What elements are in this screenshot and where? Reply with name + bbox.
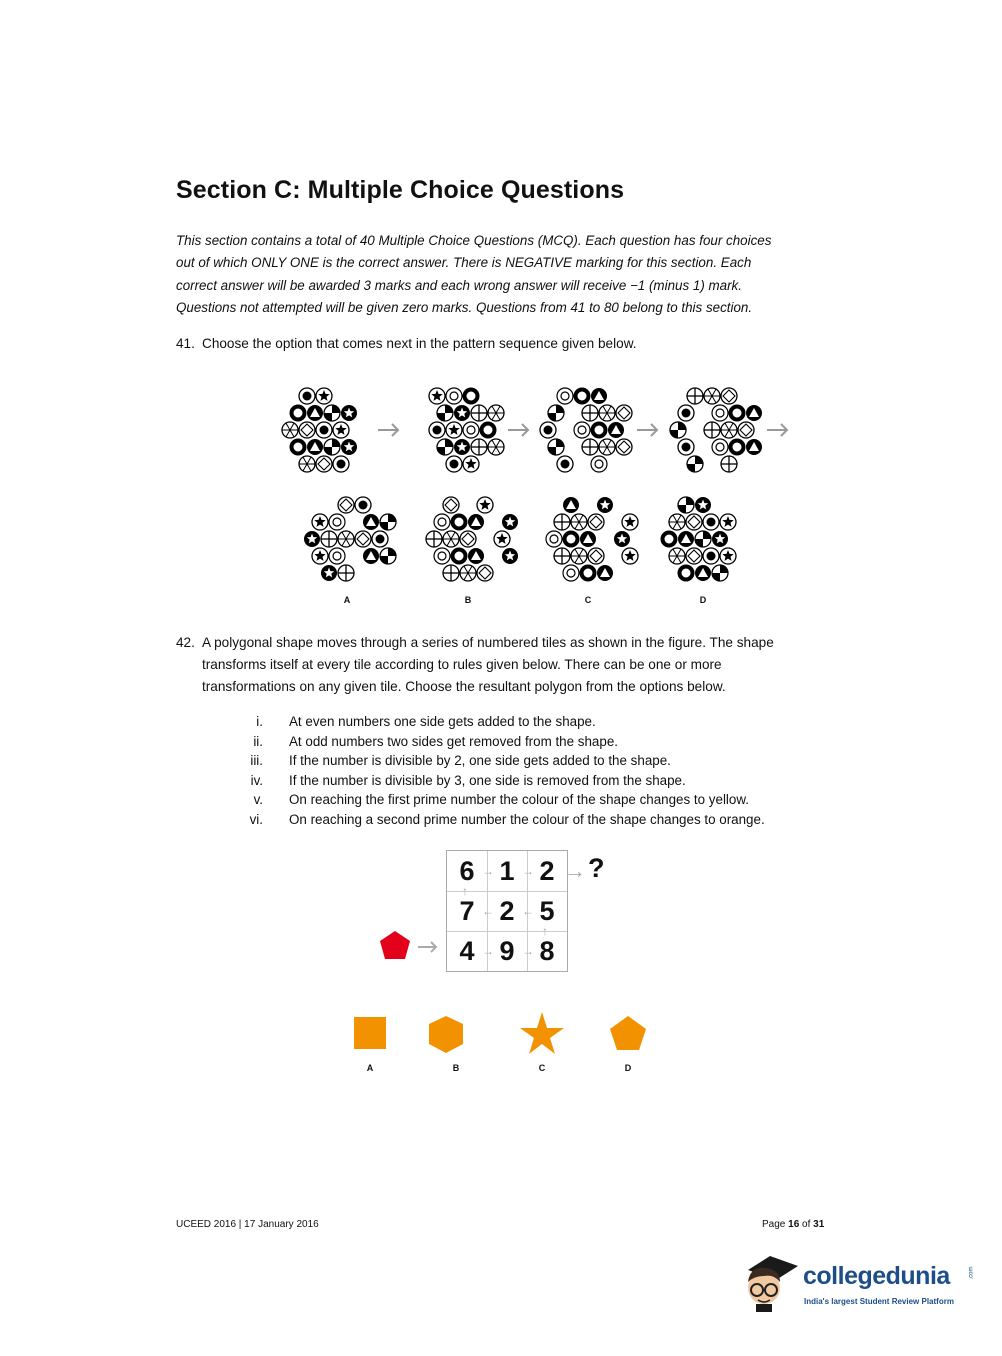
tile-grid: [446, 850, 568, 972]
arrow-right-icon: →: [482, 944, 494, 958]
question-line: A polygonal shape moves through a series of numbered tiles as shown in the figure. The shape: [202, 635, 774, 650]
arrow-up-icon: ↑: [462, 884, 468, 898]
footer-page-number: [762, 1219, 824, 1230]
rule-number: iii.: [250, 753, 263, 768]
footer-exam-info: UCEED 2016 | 17 January 2016: [176, 1219, 319, 1230]
sequence-figure-2: [429, 388, 504, 472]
q42-option-d-label: D: [624, 1063, 632, 1073]
rule-number: iv.: [250, 772, 263, 788]
page-prefix: Page: [762, 1219, 789, 1230]
arrow-right-icon: →: [564, 858, 586, 883]
tile: 7: [459, 896, 475, 926]
option-a-square-icon: [354, 1017, 386, 1049]
arrow-right-icon: [508, 424, 528, 436]
arrow-up-icon: ↑: [542, 924, 548, 938]
q41-option-c-label: C: [584, 595, 592, 605]
pattern-sequence-svg: [0, 0, 1002, 620]
rule-text: On reaching a second prime number the colour of the shape changes to orange.: [289, 811, 765, 827]
rule-number: v.: [253, 792, 263, 807]
pattern-sequence-figure: [0, 0, 1002, 620]
tile: 6: [459, 856, 475, 886]
arrow-right-icon: [637, 424, 657, 436]
option-c-star-icon: [520, 1012, 564, 1054]
question-number: 42.: [176, 635, 195, 650]
logo-tagline: India's largest Student Review Platform: [804, 1297, 954, 1306]
intro-line: This section contains a total of 40 Multiple Choice Questions (MCQ). Each question has four choices: [176, 233, 772, 248]
rule-number: i.: [256, 714, 263, 729]
sequence-figure-3: [540, 388, 632, 472]
question-line: transforms itself at every tile according to rules given below. There can be one or more: [202, 657, 722, 672]
arrow-right-icon: →: [482, 864, 494, 878]
exit-question-mark: ?: [588, 853, 605, 883]
mascot-icon: [740, 1252, 800, 1314]
tile: 8: [539, 936, 555, 966]
q42-option-a-label: A: [366, 1063, 374, 1073]
rule-text: On reaching the first prime number the colour of the shape changes to yellow.: [289, 792, 750, 807]
rule-text: At even numbers one side gets added to the shape.: [289, 714, 596, 729]
question-text: Choose the option that comes next in the pattern sequence given below.: [202, 336, 637, 351]
question-line: transformations on any given tile. Choose the resultant polygon from the options below.: [202, 679, 726, 694]
arrow-right-icon: [767, 424, 787, 436]
q42-option-b-label: B: [452, 1063, 460, 1073]
option-d-pentagon-icon: [610, 1016, 646, 1050]
tile: 9: [499, 936, 515, 966]
tile: 1: [499, 856, 515, 886]
page-current: 16: [788, 1219, 800, 1230]
intro-line: out of which ONLY ONE is the correct answer. There is NEGATIVE marking for this section. Each: [176, 255, 752, 271]
q41-option-d-label: D: [699, 595, 707, 605]
red-pentagon-icon: [380, 931, 410, 959]
section-title: Section C: Multiple Choice Questions: [176, 176, 625, 204]
arrow-right-icon: [378, 424, 398, 436]
start-shape-figure: [378, 928, 440, 964]
rule-text: If the number is divisible by 3, one side is removed from the shape.: [289, 772, 686, 788]
rule-number: ii.: [253, 733, 263, 749]
sequence-figure-4: [670, 388, 762, 472]
collegedunia-logo[interactable]: [740, 1252, 980, 1322]
tile: 2: [499, 896, 515, 926]
question-text: [202, 632, 822, 698]
logo-wordmark: collegedunia: [803, 1262, 950, 1290]
arrow-right-icon: →: [522, 864, 534, 878]
rule-text: At odd numbers two sides get removed from the shape.: [289, 733, 618, 749]
arrow-right-icon: →: [522, 944, 534, 958]
logo-suffix: .com: [968, 1266, 975, 1280]
page-of: of: [799, 1219, 814, 1230]
option-d-figure: [663, 497, 737, 581]
tile: 2: [539, 856, 555, 886]
page-total: 31: [813, 1219, 825, 1230]
option-b-hexagon-icon: [429, 1016, 463, 1053]
intro-line: Questions not attempted will be given zero marks. Questions from 41 to 80 belong to this section.: [176, 299, 753, 315]
arrow-left-icon: ←: [482, 904, 494, 918]
option-c-figure: [546, 497, 638, 581]
tile: 4: [459, 936, 475, 966]
tile: 5: [539, 896, 555, 926]
option-a-figure: [304, 497, 396, 581]
rule-number: vi.: [249, 811, 263, 827]
arrow-left-icon: ←: [522, 904, 534, 918]
q41-option-a-label: A: [343, 595, 351, 605]
question-number: 41.: [176, 336, 195, 351]
q41-option-b-label: B: [464, 595, 472, 605]
sequence-figure-1: [282, 388, 357, 472]
intro-line: correct answer will be awarded 3 marks and each wrong answer will receive −1 (minus 1) mark.: [176, 277, 742, 293]
q42-options-figure: [350, 1012, 660, 1062]
q42-option-c-label: C: [538, 1063, 546, 1073]
rule-text: If the number is divisible by 2, one side gets added to the shape.: [289, 753, 671, 768]
option-b-figure: [426, 497, 518, 581]
